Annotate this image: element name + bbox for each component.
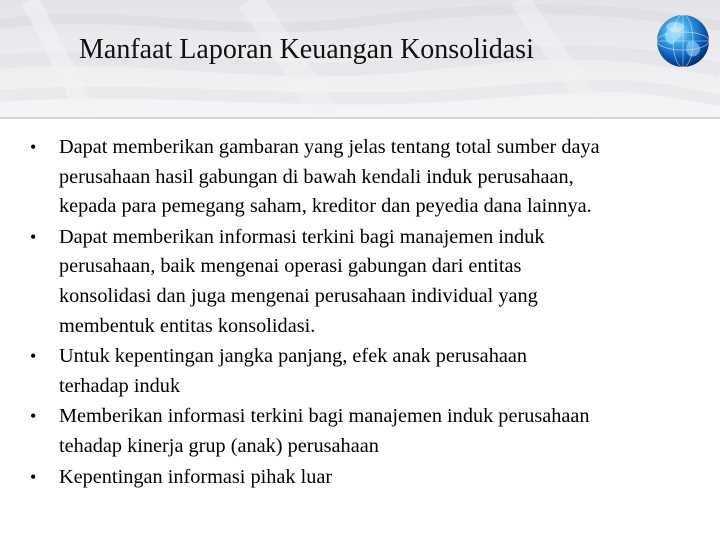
bullet-item	[30, 463, 706, 493]
bullet-list	[30, 133, 706, 493]
bullet-item	[30, 342, 706, 401]
bullet-text-line: Dapat memberikan gambaran yang jelas tentang total sumber daya	[59, 136, 600, 158]
bullet-marker: •	[30, 346, 37, 367]
bullet-marker: •	[30, 406, 37, 427]
bullet-marker: •	[30, 226, 37, 247]
slide-title: Manfaat Laporan Keuangan Konsolidasi	[79, 34, 534, 65]
bullet-item	[30, 402, 706, 461]
header-divider	[0, 117, 720, 119]
bullet-item	[30, 223, 706, 341]
bullet-text-line: Dapat memberikan informasi terkini bagi manajemen induk	[59, 225, 545, 248]
bullet-text-line: kepada para pemegang saham, kreditor dan peyedia dana lainnya.	[59, 195, 592, 218]
bullet-text-line: Kepentingan informasi pihak luar	[59, 465, 333, 488]
bullet-text-line: terhadap induk	[59, 374, 181, 397]
bullet-marker: •	[30, 137, 37, 157]
bullet-item	[30, 133, 706, 222]
bullet-text-line: tehadap kinerja grup (anak) perusahaan	[59, 434, 379, 457]
bullet-text-line: perusahaan hasil gabungan di bawah kendali induk perusahaan,	[59, 165, 574, 188]
bullet-marker: •	[30, 466, 37, 487]
globe-icon	[654, 12, 712, 70]
bullet-text-line: membentuk entitas konsolidasi.	[59, 314, 316, 337]
bullet-text-line: Untuk kepentingan jangka panjang, efek anak perusahaan	[59, 345, 527, 368]
bullet-text-line: konsolidasi dan juga mengenai perusahaan individual yang	[59, 284, 538, 307]
bullet-text-line: perusahaan, baik mengenai operasi gabungan dari entitas	[59, 255, 522, 278]
bullet-text-line: Memberikan informasi terkini bagi manajemen induk perusahaan	[59, 405, 590, 428]
